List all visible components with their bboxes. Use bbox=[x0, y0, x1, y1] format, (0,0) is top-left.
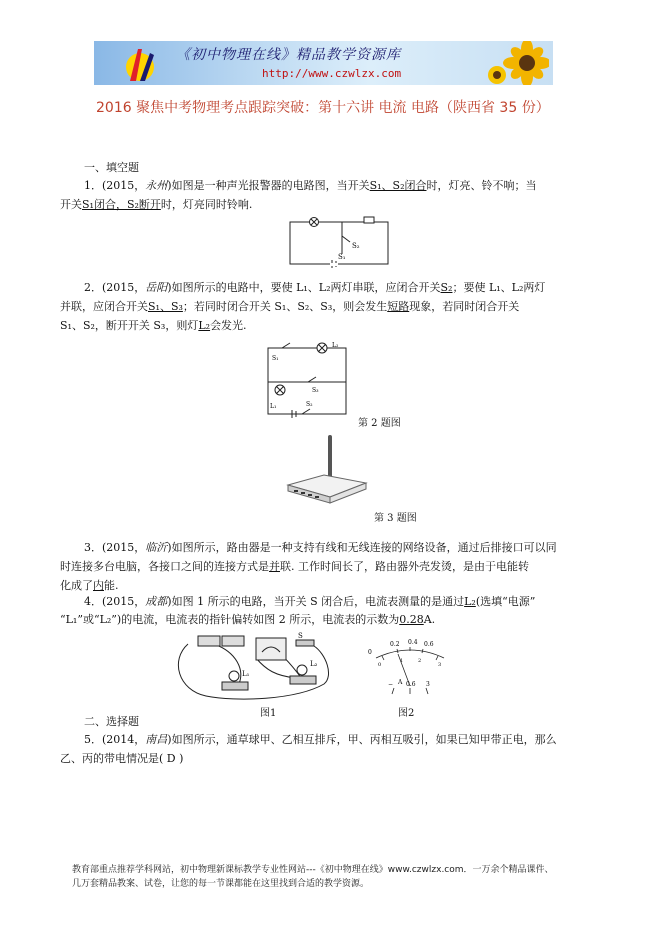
svg-text:S₂: S₂ bbox=[352, 242, 360, 250]
answer-blank: 短路 bbox=[387, 300, 410, 313]
svg-text:L₂: L₂ bbox=[332, 342, 339, 349]
document-title: 2016 聚焦中考物理考点跟踪突破：第十六讲 电流 电路（陕西省 35 份） bbox=[96, 100, 550, 116]
section-heading-choice: 二、选择题 bbox=[84, 715, 139, 728]
section-heading-fill-blank: 一、填空题 bbox=[84, 161, 139, 174]
question-2-line-2: 并联，应闭合开关S₁、S₃；若同时闭合开关 S₁、S₂、S₃，则会发生短路现象，若同时闭合开关 bbox=[60, 300, 520, 313]
answer-blank: S₁闭合，S₂断开 bbox=[82, 198, 161, 211]
banner-url[interactable]: http://www.czwlzx.com bbox=[262, 67, 402, 80]
question-1-line-2: 开关S₁闭合，S₂断开时，灯亮同时铃响. bbox=[60, 198, 253, 211]
svg-text:S: S bbox=[298, 632, 303, 640]
svg-text:0.4: 0.4 bbox=[408, 639, 418, 646]
question-3-line-3: 化成了内能. bbox=[60, 579, 119, 592]
svg-text:L₁: L₁ bbox=[270, 403, 277, 410]
answer-blank: L₂ bbox=[464, 595, 476, 608]
answer-blank: S₁、S₂闭合 bbox=[369, 179, 427, 192]
svg-text:A: A bbox=[398, 679, 403, 686]
svg-text:S₁: S₁ bbox=[338, 253, 346, 261]
ammeter-dial-figure-2 bbox=[368, 636, 452, 706]
question-2-line-3: S₁、S₂，断开开关 S₃，则灯L₂会发光. bbox=[60, 319, 247, 332]
question-1-line-1: 1．(2015，永州)如图是一种声光报警器的电路图，当开关S₁、S₂闭合时，灯亮、铃不响；当 bbox=[84, 179, 537, 192]
figure-1-label: 图1 bbox=[260, 708, 277, 719]
router-image bbox=[284, 433, 370, 505]
question-4-line-2: “L₁”或“L₂”)的电流，电流表的指针偏转如图 2 所示，电流表的示数为0.28A. bbox=[60, 613, 436, 626]
svg-text:1: 1 bbox=[400, 658, 404, 664]
series-parallel-circuit-diagram bbox=[262, 340, 352, 422]
answer-blank: S₂ bbox=[440, 281, 453, 294]
figure-2-caption: 第 2 题图 bbox=[358, 418, 401, 429]
svg-text:0.6: 0.6 bbox=[406, 681, 416, 688]
svg-text:3: 3 bbox=[426, 681, 430, 688]
question-5-line-2: 乙、丙的带电情况是( D ) bbox=[60, 752, 184, 765]
figure-2-label: 图2 bbox=[398, 708, 415, 719]
header-banner bbox=[94, 41, 553, 85]
footer-note: 教育部重点推荐学科网站，初中物理新课标教学专业性网站---《初中物理在线》www.czwlzx.com．一万余个精品课件、 几万套精品教案、试卷，让您的每一节课都能在这里找到合适的教学资源。 bbox=[72, 865, 554, 889]
alarm-circuit-diagram bbox=[286, 214, 396, 270]
svg-text:L₂: L₂ bbox=[310, 660, 318, 668]
answer-blank: 并 bbox=[269, 560, 280, 573]
svg-text:S₂: S₂ bbox=[306, 401, 313, 408]
answer-blank: L₂ bbox=[198, 319, 211, 332]
svg-text:0: 0 bbox=[378, 662, 382, 668]
answer-blank: 内 bbox=[93, 579, 104, 592]
question-4-line-1: 4．(2015，成都)如图 1 所示的电路，当开关 S 闭合后，电流表测量的是通过L₂(选填“电源” bbox=[84, 595, 536, 608]
question-2-line-1: 2．(2015，岳阳)如图所示的电路中，要使 L₁、L₂两灯串联，应闭合开关S₂；要使 L₁、L₂两灯 bbox=[84, 281, 546, 294]
banner-title: 《初中物理在线》精品教学资源库 bbox=[176, 47, 401, 63]
svg-text:S₁: S₁ bbox=[272, 355, 279, 362]
svg-text:L₁: L₁ bbox=[242, 670, 250, 678]
svg-text:2: 2 bbox=[418, 658, 422, 664]
question-5-line-1: 5．(2014，南昌)如图所示，通草球甲、乙相互排斥，甲、丙相互吸引，如果已知甲带正电，那么 bbox=[84, 733, 557, 746]
svg-text:0.2: 0.2 bbox=[390, 641, 400, 648]
figure-3-caption: 第 3 题图 bbox=[374, 513, 417, 524]
answer-blank: 0.28 bbox=[399, 613, 424, 626]
svg-text:S₃: S₃ bbox=[312, 387, 319, 394]
svg-text:−: − bbox=[388, 681, 394, 688]
question-3-line-1: 3．(2015，临沂)如图所示，路由器是一种支持有线和无线连接的网络设备，通过后排接口可以同 bbox=[84, 541, 557, 554]
svg-text:0.6: 0.6 bbox=[424, 641, 434, 648]
svg-text:0: 0 bbox=[368, 649, 372, 656]
site-logo-icon bbox=[116, 43, 164, 83]
svg-text:3: 3 bbox=[438, 662, 442, 668]
sunflower-icon bbox=[487, 41, 549, 85]
question-3-line-2: 时连接多台电脑，各接口之间的连接方式是并联. 工作时间长了，路由器外壳发烫，是由于电能转 bbox=[60, 560, 529, 573]
answer-blank: S₁、S₃ bbox=[148, 300, 183, 313]
physical-circuit-figure-1 bbox=[176, 630, 336, 710]
